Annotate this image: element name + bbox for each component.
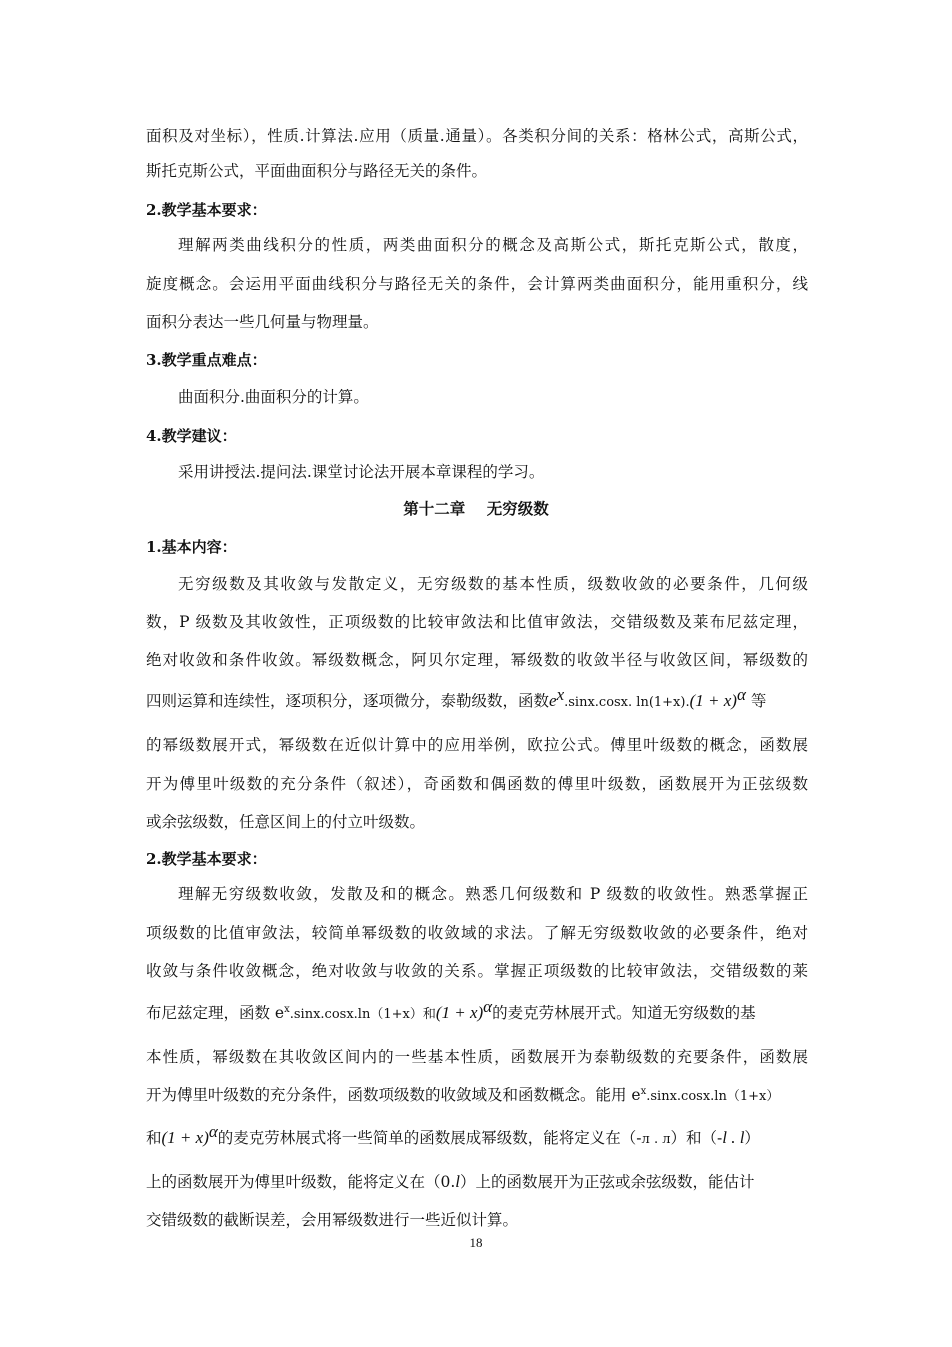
text-span: .sinx.cosx.ln（1+x）: [646, 1089, 780, 1104]
paragraph-line-with-formula: [146, 996, 808, 1025]
formula-alpha: α: [208, 1121, 218, 1141]
text-span: ）和（-: [670, 1129, 723, 1147]
formula-e: e: [549, 691, 557, 710]
section-heading: 2.教学基本要求：: [146, 850, 267, 868]
paragraph-line: 开为傅里叶级数的充分条件（叙述），奇函数和偶函数的傅里叶级数，函数展开为正弦级数: [146, 775, 808, 793]
paragraph-line: 本性质，幂级数在其收敛区间内的一些基本性质，函数展开为泰勒级数的充要条件，函数展: [146, 1048, 808, 1066]
text-span: 和: [146, 1129, 162, 1147]
text-span: 布尼兹定理，函数 e: [146, 1004, 285, 1022]
paragraph-line: 旋度概念。会运用平面曲线积分与路径无关的条件，会计算两类曲面积分，能用重积分，线: [146, 275, 808, 293]
paragraph-line: 理解无穷级数收敛，发散及和的概念。熟悉几何级数和 P 级数的收敛性。熟悉掌握正: [178, 885, 808, 903]
text-span: 四则运算和连续性，逐项积分，逐项微分，泰勒级数，函数: [146, 692, 550, 710]
formula-one-plus-x: (1 + x): [689, 691, 737, 710]
paragraph-line-with-formula: [146, 1121, 808, 1150]
formula-one-plus-x: (1 + x): [161, 1128, 209, 1147]
formula-exponent: x: [640, 1085, 647, 1097]
paragraph-line: 面积分表达一些几何量与物理量。: [146, 313, 379, 331]
paragraph-line: 收敛与条件收敛概念，绝对收敛与收敛的关系。掌握正项级数的比较审敛法，交错级数的莱: [146, 962, 808, 980]
formula-alpha: α: [483, 996, 493, 1016]
paragraph-line: 面积及对坐标），性质.计算法.应用（质量.通量）。各类积分间的关系：格林公式，高斯公式，: [146, 127, 808, 145]
text-span: 上的函数展开为傅里叶级数，能将定义在（0.: [146, 1173, 456, 1191]
text-span: 的麦克劳林展开式。知道无穷级数的基: [492, 1004, 756, 1022]
paragraph-line: 项级数的比值审敛法，较简单幂级数的收敛域的求法。了解无穷级数收敛的必要条件，绝对: [146, 924, 808, 942]
paragraph-line-with-formula: [146, 1085, 808, 1107]
paragraph-line: 绝对收敛和条件收敛。幂级数概念，阿贝尔定理，幂级数的收敛半径与收敛区间，幂级数的: [146, 651, 808, 669]
text-span: .sinx.cosx. ln(1+x).: [564, 695, 690, 710]
formula-l: l: [455, 1172, 461, 1191]
paragraph-line-with-formula: [146, 1172, 808, 1192]
paragraph-line: 理解两类曲线积分的性质，两类曲面积分的概念及高斯公式，斯托克斯公式，散度，: [178, 236, 808, 254]
text-span: ）上的函数展开为正弦或余弦级数，能估计: [460, 1173, 755, 1191]
paragraph-line: 无穷级数及其收敛与发散定义，无穷级数的基本性质，级数收敛的必要条件，几何级: [178, 575, 808, 593]
formula-exponent: x: [284, 1003, 290, 1015]
paragraph-line: 数，P 级数及其收敛性，正项级数的比较审敛法和比值审敛法，交错级数及莱布尼兹定理，: [146, 613, 808, 631]
formula-alpha: α: [736, 684, 746, 704]
section-heading: 3.教学重点难点：: [146, 351, 267, 369]
paragraph-line: 斯托克斯公式，平面曲面积分与路径无关的条件。: [146, 162, 488, 180]
paragraph-line: 的幂级数展开式，幂级数在近似计算中的应用举例，欧拉公式。傅里叶级数的概念，函数展: [146, 736, 808, 754]
section-heading: 2.教学基本要求：: [146, 201, 267, 219]
text-span: ）: [744, 1129, 760, 1147]
chapter-title: 第十二章 无穷级数: [403, 499, 549, 518]
text-span: 的麦克劳林展式将一些简单的函数展成幂级数，能将定义在（-: [217, 1129, 642, 1147]
paragraph-line: 采用讲授法.提问法.课堂讨论法开展本章课程的学习。: [178, 463, 545, 481]
paragraph-line: 交错级数的截断误差，会用幂级数进行一些近似计算。: [146, 1211, 519, 1229]
paragraph-line: 曲面积分.曲面积分的计算。: [178, 388, 369, 406]
formula-interval-pi: л . л: [641, 1132, 671, 1147]
section-heading: 4.教学建议：: [146, 427, 237, 445]
section-heading: 1.基本内容：: [146, 538, 237, 556]
formula-one-plus-x: (1 + x): [435, 1003, 484, 1022]
text-span: 等: [750, 692, 767, 710]
text-span: .sinx.cosx.ln（1+x）和: [289, 1007, 436, 1022]
text-span: 开为傅里叶级数的充分条件，函数项级数的收敛域及和函数概念。能用 e: [146, 1086, 641, 1104]
paragraph-line-with-formula: [146, 684, 808, 713]
formula-interval-l: l . l: [722, 1128, 745, 1147]
paragraph-line: 或余弦级数，任意区间上的付立叶级数。: [146, 813, 426, 831]
formula-exponent: x: [556, 684, 565, 704]
page-number: 18: [469, 1235, 483, 1250]
